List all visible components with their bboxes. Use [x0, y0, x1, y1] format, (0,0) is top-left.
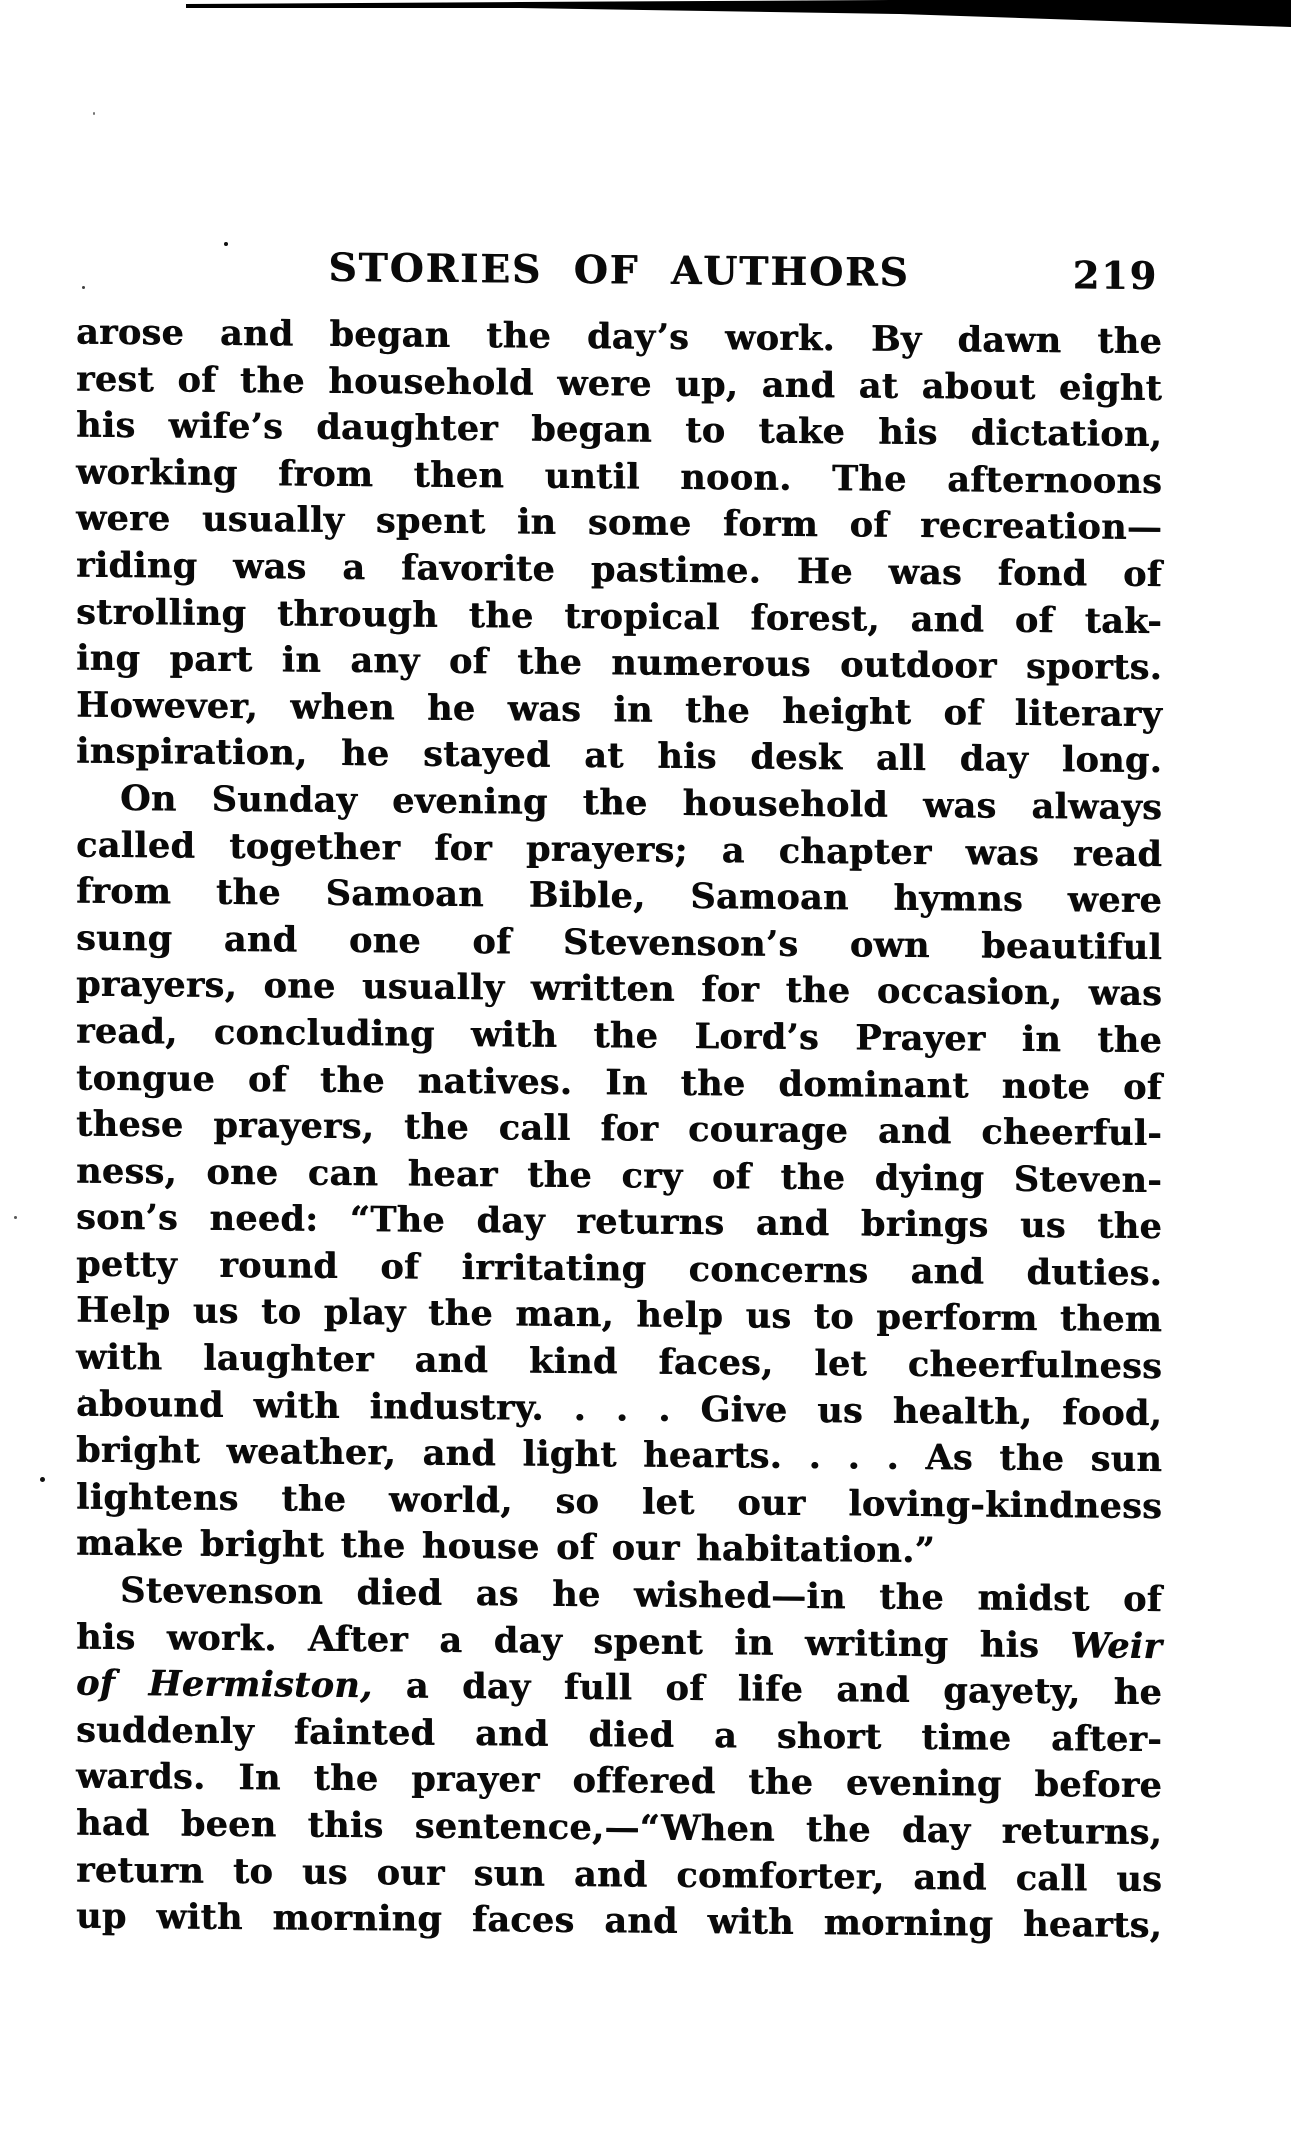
- text-line: prayers, one usually written for the occasion, was: [76, 963, 1162, 1015]
- text-line: working from then until noon. The afternoons: [76, 451, 1162, 502]
- text-line: rest of the household were up, and at about eight: [76, 358, 1162, 409]
- ink-speck: [40, 1477, 45, 1482]
- text-line: of Hermiston, a day full of life and gayety, he: [76, 1662, 1162, 1714]
- italic-book-title: Weir: [1070, 1624, 1162, 1667]
- text-line: inspiration, he stayed at his desk all day long.: [76, 731, 1162, 782]
- text-line: his wife’s daughter began to take his dictation,: [76, 404, 1162, 456]
- text-line: his work. After a day spent in writing his Weir: [76, 1616, 1162, 1667]
- scan-edge-artifact: [0, 0, 1291, 32]
- text-line: strolling through the tropical forest, and of tak-: [76, 591, 1162, 642]
- text-line: bright weather, and light hearts. . . . As the sun: [76, 1429, 1162, 1481]
- text-line: arose and began the day’s work. By dawn the: [76, 311, 1162, 363]
- text-line: wards. In the prayer offered the evening before: [76, 1756, 1162, 1807]
- text-line: Stevenson died as he wished—in the midst of: [120, 1570, 1162, 1621]
- running-header: [76, 243, 1162, 302]
- ink-speck: [93, 112, 95, 115]
- text-line: up with morning faces and with morning hearts,: [76, 1895, 1162, 1947]
- text-line: were usually spent in some form of recreation—: [76, 498, 1162, 549]
- text-line: ing part in any of the numerous outdoor sports.: [76, 637, 1162, 689]
- text-line: tongue of the natives. In the dominant note of: [76, 1057, 1162, 1108]
- text-line: with laughter and kind faces, let cheerfulness: [76, 1336, 1162, 1388]
- text-line: riding was a favorite pastime. He was fond of: [76, 544, 1162, 596]
- text-line: return to us our sun and comforter, and call us: [76, 1849, 1162, 1900]
- text-line: petty round of irritating concerns and duties.: [76, 1243, 1162, 1295]
- text-line: these prayers, the call for courage and cheerful-: [76, 1103, 1162, 1155]
- text-line: suddenly fainted and died a short time after-: [76, 1709, 1162, 1760]
- text-line: However, when he was in the height of literary: [76, 684, 1162, 735]
- text-line: lightens the world, so let our loving-kindness: [76, 1476, 1162, 1527]
- text-line: called together for prayers; a chapter was read: [76, 824, 1162, 875]
- text-line: make bright the house of our habitation.”: [76, 1523, 935, 1572]
- body-text: [76, 310, 1162, 1950]
- italic-book-title: of Hermiston,: [76, 1662, 373, 1707]
- page-number: 219: [1072, 252, 1158, 299]
- text-line: read, concluding with the Lord’s Prayer in the: [76, 1010, 1162, 1062]
- page-title: STORIES OF AUTHORS: [328, 244, 910, 296]
- text-line: Help us to play the man, help us to perform them: [76, 1290, 1162, 1341]
- text-line: On Sunday evening the household was always: [120, 777, 1162, 829]
- text-line: had been this sentence,—“When the day returns,: [76, 1802, 1162, 1854]
- text-line: sung and one of Stevenson’s own beautiful: [76, 917, 1162, 968]
- text-line: abound with industry. . . . Give us health, food,: [76, 1383, 1162, 1434]
- text-line: from the Samoan Bible, Samoan hymns were: [76, 870, 1162, 922]
- ink-speck: [14, 1216, 17, 1219]
- text-line: ness, one can hear the cry of the dying Steven-: [76, 1150, 1162, 1201]
- text-line: son’s need: “The day returns and brings us the: [76, 1196, 1162, 1248]
